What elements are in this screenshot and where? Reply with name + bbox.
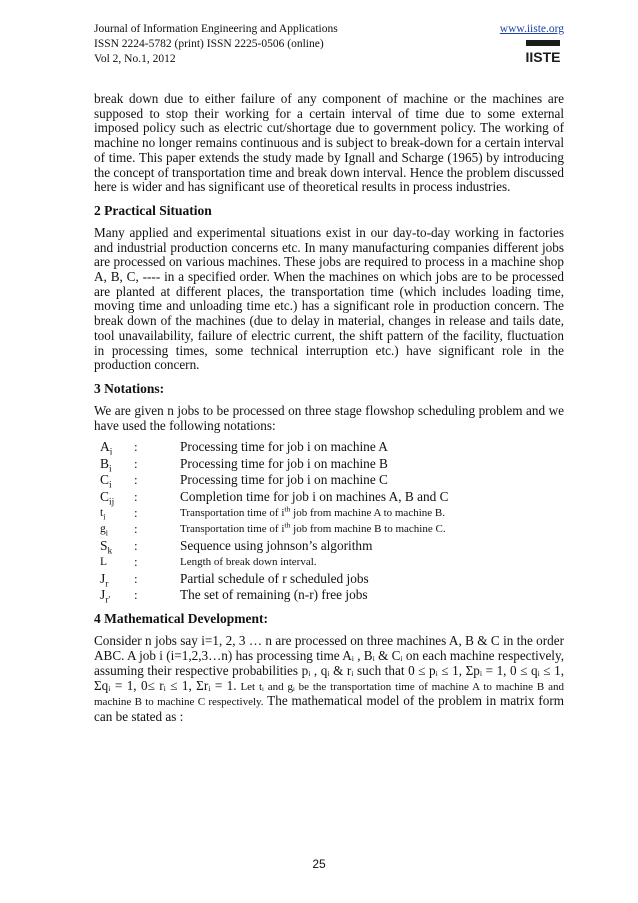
notation-symbol-base: A — [100, 439, 110, 455]
notation-row — [100, 489, 449, 505]
notation-definition: Processing time for job i on machine A — [180, 439, 388, 455]
journal-url-link[interactable]: www.iiste.org — [499, 23, 564, 35]
svg-text:IISTE: IISTE — [525, 49, 561, 64]
notation-symbol-base: B — [100, 455, 110, 471]
notation-symbol — [100, 472, 134, 491]
section-2-heading: 2 Practical Situation — [94, 202, 212, 218]
notation-definition: Processing time for job i on machine B — [180, 455, 388, 471]
notation-definition: Transportation time of $i^{th}$ job from machine A to machine B. — [180, 504, 445, 519]
notation-row — [100, 538, 449, 554]
notation-symbol — [100, 570, 134, 590]
notation-definition-superscript: th — [284, 504, 291, 514]
notation-row — [100, 472, 449, 488]
page-number: 25 — [312, 857, 326, 871]
notation-symbol-subscript: ij — [109, 497, 115, 508]
notation-symbol — [100, 505, 134, 521]
notation-definition-superscript: th — [284, 520, 291, 530]
notation-colon: : — [134, 504, 138, 520]
intro-paragraph: break down due to either failure of any component of machine or the machines are supposed to stop their working for a certain interval of time due to some external imposed policy such as electric cut/shortage due to government policy. The working of machine no longer remains continuous and is subject to break-down for a certain interval of time. This paper extends the study made by Ignall and Scharge (1965) by introducing the concept of transportation time and break down interval. Hence the problem discussed here is wider and has significant use of theoretical results in process industries. — [94, 91, 564, 195]
notation-symbol-base: S — [100, 537, 108, 553]
notation-symbol-base: t — [100, 506, 104, 519]
notation-row — [100, 521, 449, 537]
notation-colon: : — [134, 587, 138, 603]
notation-definition: The set of remaining (n-r) free jobs — [180, 587, 368, 603]
notation-symbol-subscript: i — [109, 464, 112, 475]
notation-symbol-base: L — [100, 556, 108, 569]
notation-symbol-subscript: i — [109, 448, 113, 459]
notation-symbol-subscript: i — [105, 528, 108, 538]
notation-symbol-base: C — [100, 488, 110, 504]
notation-symbol — [100, 537, 134, 557]
notation-symbol-subscript: r — [105, 579, 109, 590]
notation-colon: : — [134, 554, 138, 570]
notation-definition: Partial schedule of r scheduled jobs — [180, 570, 369, 586]
notation-symbol-base: J — [100, 570, 106, 586]
notation-symbol-subscript: i — [103, 512, 106, 522]
notation-definition: Length of break down interval. — [180, 556, 317, 569]
section-4-heading: 4 Mathematical Development: — [94, 611, 268, 627]
notation-symbol — [100, 554, 134, 570]
notation-symbol — [100, 587, 134, 606]
notation-colon: : — [134, 537, 138, 553]
notation-row — [100, 554, 449, 570]
notation-colon: : — [134, 521, 138, 537]
notation-row — [100, 439, 449, 455]
notation-symbol-base: g — [100, 523, 106, 536]
notation-definition: Transportation time of $i^{th}$ job from machine B to machine C. — [180, 520, 446, 536]
section-4-end: The mathematical model of the problem in matrix form can be stated as : — [94, 693, 564, 724]
notation-definition: Completion time for job i on machines A, B and C — [180, 488, 449, 504]
notation-symbol — [100, 455, 134, 475]
notation-table — [100, 439, 449, 606]
section-4-main: Consider n jobs say i=1, 2, 3 … n are processed on three machines A, B & C in the order ABC. A job i (i=1,2,3…n) has processing time Aᵢ , Bᵢ & Cᵢ on each machine respectively, assuming their respective probabilities pᵢ , qᵢ & rᵢ such that 0 ≤ pᵢ ≤ 1, Σpᵢ = 1, 0 ≤ qᵢ ≤ 1, Σqᵢ = 1, 0≤ rᵢ ≤ 1, Σrᵢ = 1. — [94, 633, 564, 693]
notation-definition: Sequence using johnson’s algorithm — [180, 537, 373, 553]
section-3-heading: 3 Notations: — [94, 380, 165, 396]
notation-symbol-subscript: r' — [105, 595, 111, 606]
notation-row — [100, 587, 449, 603]
section-4-text — [94, 634, 564, 724]
notation-symbol-subscript: k — [107, 546, 113, 557]
notation-colon: : — [134, 570, 138, 586]
main-content — [94, 92, 564, 725]
section-4-transport-note: Let tᵢ and gᵢ be the transportation time of machine A to machine B and machine B to machine C respectively. — [94, 680, 564, 709]
notation-symbol-base: C — [100, 472, 110, 488]
journal-title: Journal of Information Engineering and Applications — [94, 23, 338, 35]
notation-symbol — [100, 439, 134, 459]
journal-volume: Vol 2, No.1, 2012 — [94, 53, 176, 65]
iiste-logo-icon — [524, 38, 562, 64]
notation-colon: : — [134, 455, 138, 471]
journal-issn: ISSN 2224-5782 (print) ISSN 2225-0506 (online) — [94, 38, 324, 50]
section-3-text: We are given n jobs to be processed on three stage flowshop scheduling problem and we have used the following notations: — [94, 402, 564, 433]
notation-colon: : — [134, 488, 138, 504]
notation-symbol — [100, 521, 134, 537]
notation-row — [100, 505, 449, 521]
notation-colon: : — [134, 472, 138, 488]
notation-symbol-base: J — [100, 587, 106, 603]
notation-colon: : — [134, 439, 138, 455]
page-header — [94, 22, 564, 67]
notation-definition: Processing time for job i on machine C — [180, 472, 388, 488]
notation-symbol-subscript: i — [109, 480, 112, 491]
notation-symbol — [100, 488, 134, 508]
notation-row — [100, 571, 449, 587]
notation-row — [100, 456, 449, 472]
section-2-text: Many applied and experimental situations exist in our day-to-day working in factories and industrial production concerns etc. In many manufacturing companies different jobs are processed on various machines. These jobs are required to process in a machine shop A, B, C, ---- in a specified order. When the machines on which jobs are to be processed are planted at different places, the transportation time (which includes loading time, moving time and unloading time etc.) has a significant role in production concern. The break down of the machines (due to delay in material, changes in release and tails date, tool unavailability, failure of electric current, the shift pattern of the facility, fluctuation in processing times, some technical interruption etc.) have significant role in the production concern. — [94, 224, 564, 373]
